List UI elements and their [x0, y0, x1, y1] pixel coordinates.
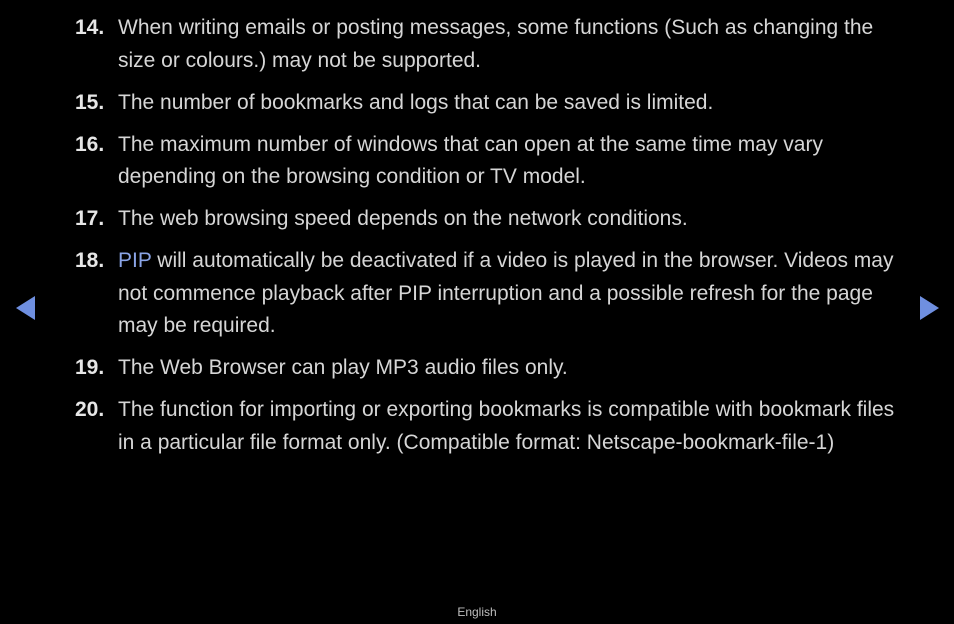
list-item [75, 87, 915, 120]
item-text: The function for importing or exporting bookmarks is compatible with bookmark files in a particular file format only. (Compatible format: Netscape-bookmark-file-1) [118, 398, 895, 454]
list-item [75, 203, 915, 236]
triangle-right-icon[interactable] [920, 296, 939, 320]
footer-language: English [457, 605, 497, 619]
item-number: 16. [75, 132, 105, 156]
item-number: 14. [75, 16, 105, 39]
item-number: 20. [75, 398, 105, 421]
pip-highlight-term: PIP [118, 249, 152, 272]
list-item [75, 394, 915, 459]
item-text-container [118, 245, 915, 343]
list-item [75, 352, 915, 385]
triangle-left-icon[interactable] [16, 296, 35, 320]
item-text: will automatically be deactivated if a video is played in the browser. Videos may not commence playback after PIP interruption and a possible refresh for the page may be required. [118, 249, 894, 337]
manual-content [75, 12, 915, 469]
list-item [75, 12, 915, 77]
item-text: The maximum number of windows that can open at the same time may vary depending on the browsing condition or TV model. [118, 132, 823, 188]
item-number: 15. [75, 90, 105, 114]
item-text: When writing emails or posting messages, some functions (Such as changing the size or colours.) may not be supported. [118, 16, 874, 72]
item-number: 18. [75, 249, 105, 272]
item-number: 17. [75, 207, 105, 230]
item-text: The number of bookmarks and logs that can be saved is limited. [118, 90, 714, 114]
list-item [75, 129, 915, 194]
item-number: 19. [75, 356, 105, 379]
item-text: The web browsing speed depends on the network conditions. [118, 207, 688, 230]
list-item [75, 245, 915, 343]
item-text: The Web Browser can play MP3 audio files only. [118, 356, 568, 379]
